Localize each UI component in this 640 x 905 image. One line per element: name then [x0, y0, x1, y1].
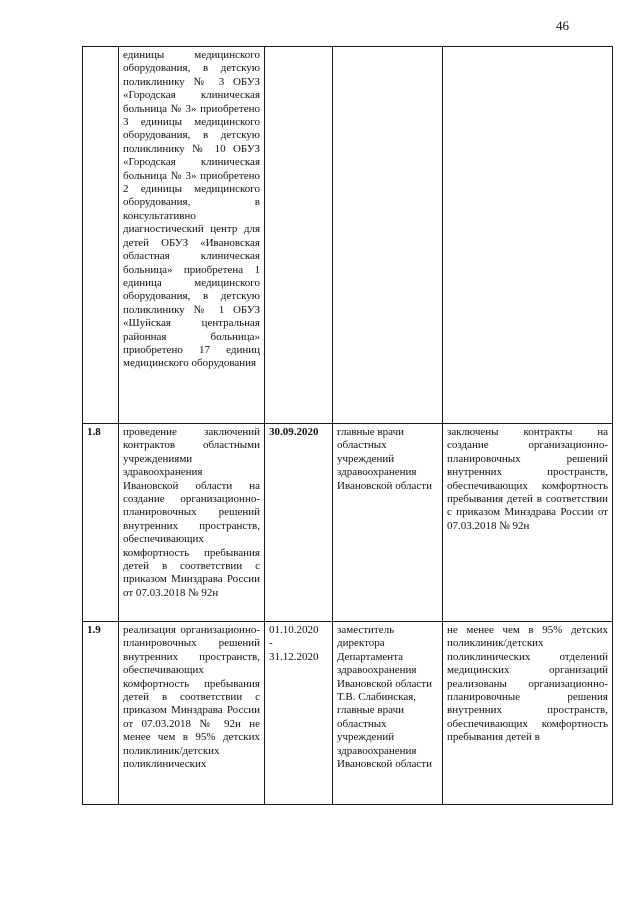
plan-table — [82, 46, 613, 805]
responsible-cell: заместитель директора Департамента здравоохранения Ивановской области Т.В. Слабинская, главные врачи областных учреждений здравоохранения Ивановской области — [333, 622, 443, 805]
responsible-cell — [333, 47, 443, 424]
result-cell: заключены контракты на создание организационно-планировочных решений внутренних пространств, обеспечивающих комфортность пребывания детей в соответствии с приказом Минздрава России от 07.03.2018 № 92н — [443, 424, 613, 622]
table-row — [83, 424, 613, 622]
result-cell — [443, 47, 613, 424]
activity-cell: единицы медицинского оборудования, в детскую поликлинику № 3 ОБУЗ «Городская клиническая больница № 3» приобретено 3 единицы медицинского оборудования, в детскую поликлинику № 10 ОБУЗ «Городская клиническая больница № 3» приобретено 2 единицы медицинского оборудования, в консультативно диагностический центр для детей ОБУЗ «Ивановская областная клиническая больница» приобретена 1 единица медицинского оборудования, в детскую поликлинику № 1 ОБУЗ «Шуйская центральная районная больница» приобретено 17 единиц медицинского оборудования — [119, 47, 265, 424]
result-cell: не менее чем в 95% детских поликлиник/детских поликлинических отделений медицинских организаций реализованы организационно-планировочные решения внутренних пространств, обеспечивающих комфортность пребывания детей в — [443, 622, 613, 805]
date-cell: 01.10.2020 - 31.12.2020 — [265, 622, 333, 805]
date-cell — [265, 47, 333, 424]
responsible-cell: главные врачи областных учреждений здравоохранения Ивановской области — [333, 424, 443, 622]
row-number-cell: 1.9 — [83, 622, 119, 805]
row-number-cell: 1.8 — [83, 424, 119, 622]
table-row — [83, 622, 613, 805]
page-number: 46 — [556, 18, 569, 33]
row-number-cell — [83, 47, 119, 424]
activity-cell: проведение заключений контрактов областными учреждениями здравоохранения Ивановской области на создание организационно-планировочных решений внутренних пространств, обеспечивающих комфортность пребывания детей в соответствии с приказом Минздрава России от 07.03.2018 № 92н — [119, 424, 265, 622]
date-cell: 30.09.2020 — [265, 424, 333, 622]
table-row — [83, 47, 613, 424]
activity-cell: реализация организационно-планировочных решений внутренних пространств, обеспечивающих комфортность пребывания детей в соответствии с приказом Минздрава России от 07.03.2018 № 92н не менее чем в 95% детских поликлиник/детских поликлинических — [119, 622, 265, 805]
